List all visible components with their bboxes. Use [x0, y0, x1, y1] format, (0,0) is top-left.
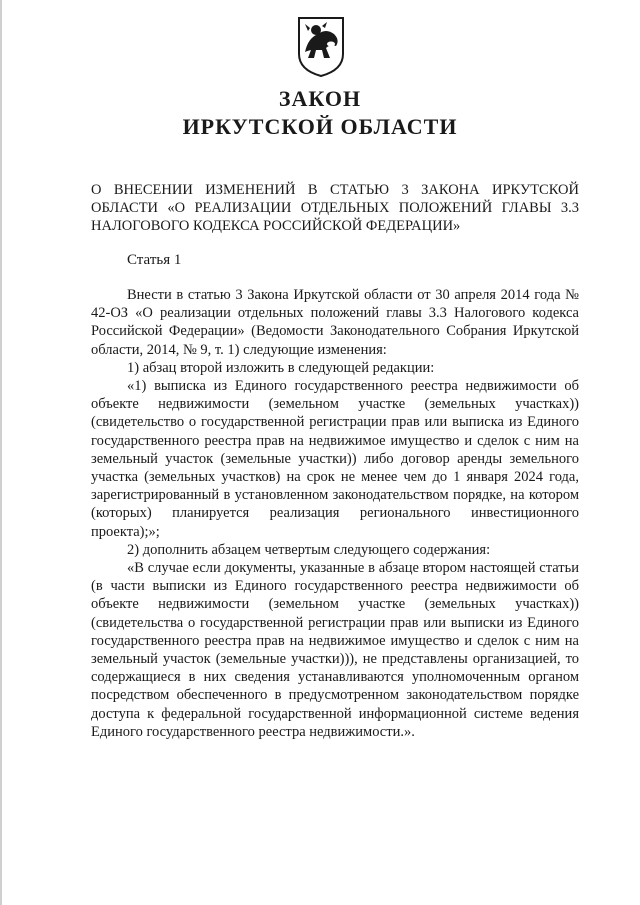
body-paragraph: «1) выписка из Единого государственного реестра недвижимости об объекте недвижимости (земельном участке (земельных участках)) (свидетельство о государственной регистрации прав или выписка из Единого государственного реестра прав на недвижимое имущество и сделок с ним на земельный участок (земельные участки)) либо договор аренды земельного участка (земельных участков) на срок не менее чем до 1 января 2024 года, зарегистрированный в установленном законодательством порядке, на котором (которых) планируется реализация регионального инвестиционного проекта);»;: [91, 378, 579, 540]
region-title: ИРКУТСКОЙ ОБЛАСТИ: [182, 114, 458, 139]
law-subject: О ВНЕСЕНИИ ИЗМЕНЕНИЙ В СТАТЬЮ 3 ЗАКОНА ИРКУТСКОЙ ОБЛАСТИ «О РЕАЛИЗАЦИИ ОТДЕЛЬНЫХ ПОЛОЖЕНИЙ ГЛАВЫ 3.3 НАЛОГОВОГО КОДЕКСА РОССИЙСКОЙ ФЕДЕРАЦИИ»: [91, 182, 579, 234]
coat-of-arms-icon: [296, 14, 346, 78]
law-title: ЗАКОН: [278, 86, 362, 111]
article-heading: Статья 1: [127, 252, 182, 268]
body-paragraph: 1) абзац второй изложить в следующей редакции:: [127, 359, 435, 376]
body-paragraph: «В случае если документы, указанные в абзаце втором настоящей статьи (в части выписки из Единого государственного реестра недвижимости об объекте недвижимости (земельном участке (земельных участках)) (свидетельства о государственной регистрации прав или выписки из Единого государственного реестра прав на недвижимое имущество и сделок с ним на земельный участок (земельные участки))), не представлены организацией, то содержащиеся в них сведения устанавливаются уполномоченным органом посредством обеспеченного в предусмотренном законодательством порядке доступа к федеральной государственной информационной системе ведения Единого государственного реестра недвижимости.».: [91, 560, 579, 740]
body-paragraph: Внести в статью 3 Закона Иркутской области от 30 апреля 2014 года № 42-ОЗ «О реализации отдельных положений главы 3.3 Налогового кодекса Российской Федерации» (Ведомости Законодательного Собрания Иркутской области, 2014, № 9, т. 1) следующие изменения:: [91, 287, 579, 358]
law-body: [91, 286, 579, 741]
body-paragraph: 2) дополнить абзацем четвертым следующего содержания:: [127, 541, 491, 558]
